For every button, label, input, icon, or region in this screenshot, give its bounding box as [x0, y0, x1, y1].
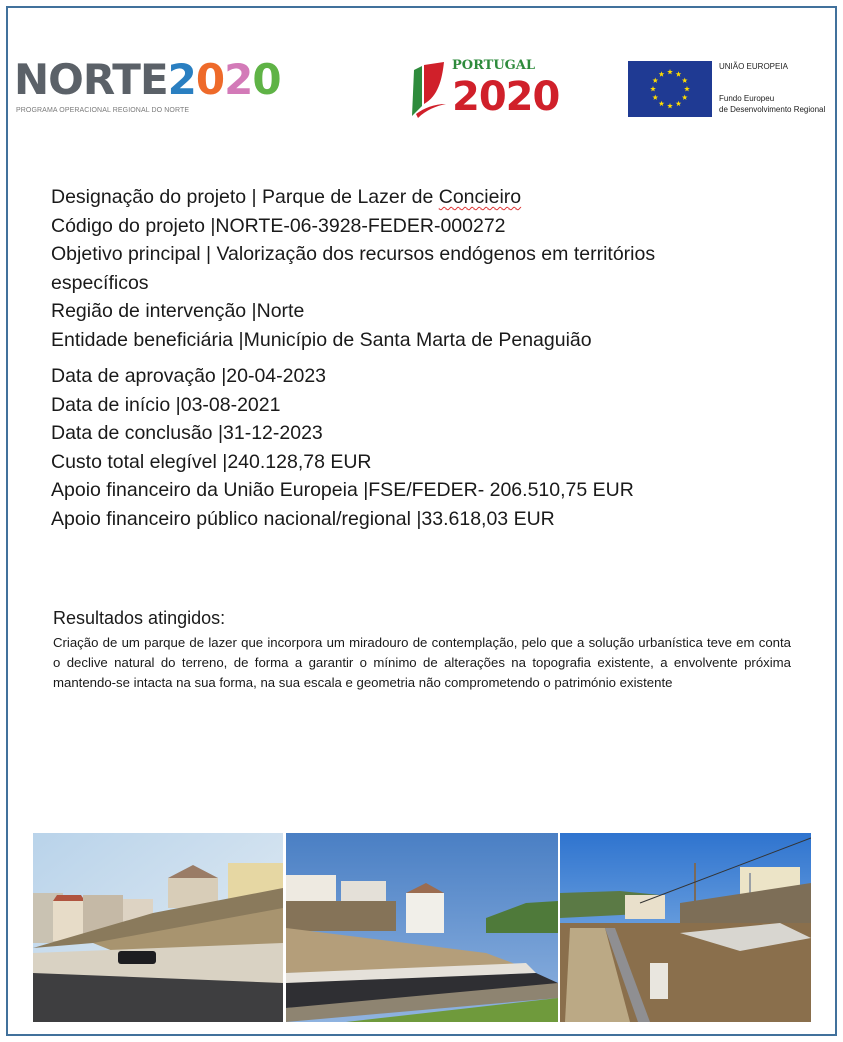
end-date: Data de conclusão |31-12-2023 [51, 422, 323, 444]
eu-logo [628, 61, 843, 117]
eu-star-icon [667, 103, 673, 108]
norte-digit: 2 [167, 58, 196, 102]
norte-digit: 0 [252, 58, 281, 102]
norte2020-subtitle: PROGRAMA OPERACIONAL REGIONAL DO NORTE [16, 107, 190, 114]
total-cost: Custo total elegível |240.128,78 EUR [51, 450, 372, 473]
portugal-year: 2020 [452, 74, 560, 120]
norte2020-logo [14, 58, 376, 118]
eu-star-icon [682, 95, 688, 100]
photo-2 [286, 833, 558, 1022]
eu-star-icon [652, 95, 658, 100]
eu-star-icon [684, 86, 690, 91]
eu-star-icon [682, 78, 688, 83]
eu-star-icon [659, 101, 665, 106]
eu-support: Apoio financeiro da União Europeia |FSE/FEDER- 206.510,75 EUR [51, 479, 634, 501]
results-title: Resultados atingidos: [53, 608, 226, 628]
portugal-label: PORTUGAL [452, 58, 536, 73]
portugal-flag-icon [408, 62, 448, 118]
portugal2020-logo [408, 58, 598, 120]
results-body: Criação de um parque de lazer que incorpora um miradouro de contemplação, pelo que a solução urbanística teve em conta o declive natural do terreno, de forma a garantir o mínimo de alterações na topografia existente, a envolvente próxima mantendo-se intacta na sua forma, na sua escala e geometria não comprometendo o património existente [53, 635, 791, 690]
eu-fund-line2: de Desenvolvimento Regional [719, 105, 826, 114]
project-objective: Objetivo principal | Valorização dos recursos endógenos em territórios específicos [51, 243, 656, 294]
park-photo-3-image [560, 833, 811, 1022]
eu-star-icon [652, 78, 658, 83]
approval-date: Data de aprovação |20-04-2023 [51, 365, 327, 387]
eu-flag-icon [628, 61, 712, 117]
norte-word: NORTE [14, 58, 168, 102]
project-designation [51, 183, 771, 212]
park-photo-1-image [33, 833, 283, 1022]
project-region: Região de intervenção |Norte [51, 300, 305, 322]
project-info [51, 183, 771, 533]
eu-star-icon [667, 69, 673, 74]
norte-digit: 2 [224, 58, 253, 102]
eu-stars-circle [628, 61, 712, 117]
eu-star-icon [659, 71, 665, 76]
project-beneficiary: Entidade beneficiária |Município de Santa Marta de Penaguião [51, 328, 592, 351]
start-date: Data de início |03-08-2021 [51, 393, 281, 416]
photo-3 [560, 833, 811, 1022]
eu-fund-line1: Fundo Europeu [719, 94, 775, 103]
eu-star-icon [676, 71, 682, 76]
info-spacer [51, 354, 771, 362]
national-support: Apoio financeiro público nacional/regional |33.618,03 EUR [51, 507, 555, 530]
norte-digit: 0 [195, 58, 225, 102]
eu-star-icon [676, 101, 682, 106]
photo-1 [33, 833, 283, 1022]
eu-title: UNIÃO EUROPEIA [719, 62, 788, 71]
park-photo-2-image [286, 833, 558, 1022]
project-code: Código do projeto |NORTE-06-3928-FEDER-000272 [51, 214, 506, 237]
designation-value: Concieiro [438, 186, 522, 208]
norte2020-wordmark [14, 58, 281, 102]
designation-label: Designação do projeto | Parque de Lazer de [51, 186, 439, 208]
eu-star-icon [650, 86, 656, 91]
